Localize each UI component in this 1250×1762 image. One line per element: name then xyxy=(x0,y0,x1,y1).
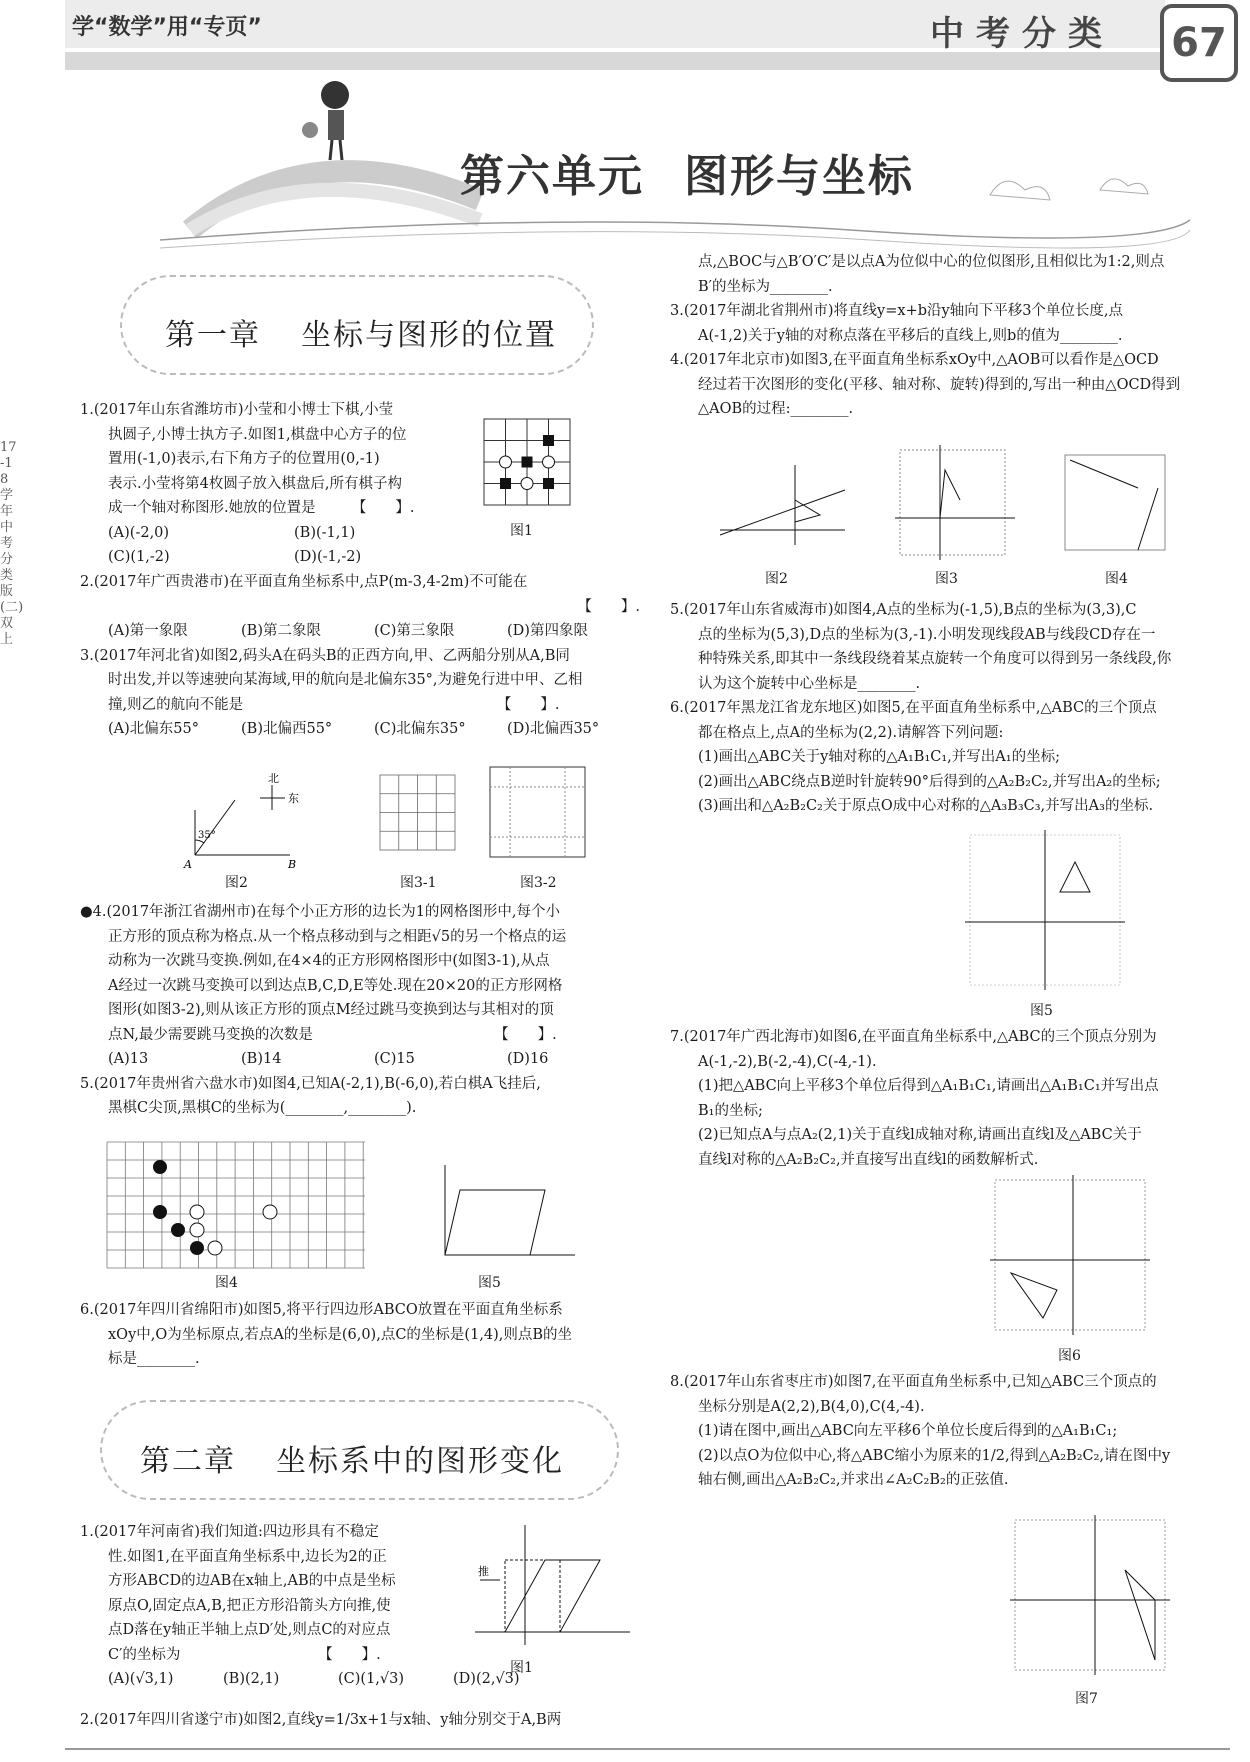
figure3-1-grid xyxy=(375,770,460,860)
text-line: △AOB的过程:________. xyxy=(698,401,854,417)
angle-label: 35° xyxy=(198,830,216,841)
chapter2-number: 第二章 xyxy=(140,1444,236,1479)
text-line: B₁的坐标; xyxy=(698,1102,763,1119)
text-line: 直线l对称的△A₂B₂C₂,并直接写出直线l的函数解析式. xyxy=(698,1151,1039,1168)
text-line: (1)画出△ABC关于y轴对称的△A₁B₁C₁,并写出A₁的坐标; xyxy=(698,749,1060,765)
text-line: 1.(2017年河南省)我们知道:四边形具有不稳定 xyxy=(80,1524,379,1540)
point-b-label: B xyxy=(288,858,297,870)
option-c: (C)(1,√3) xyxy=(338,1671,405,1687)
r-figure5-label: 图5 xyxy=(1030,1003,1053,1019)
text-line: A(-1,-2),B(-2,-4),C(-4,-1). xyxy=(698,1053,877,1070)
text-line: 6.(2017年四川省绵阳市)如图5,将平行四边形ABCO放置在平面直角坐标系 xyxy=(80,1302,563,1318)
option-b: (B)(2,1) xyxy=(223,1671,280,1687)
option-b: (B)第二象限 xyxy=(241,623,321,639)
r-figure2-label: 图2 xyxy=(765,571,788,587)
text-line: 置用(-1,0)表示,右下角方子的位置用(0,-1) xyxy=(108,451,380,467)
text-line: 图形(如图3-2),则从该正方形的顶点M经过跳马变换到达与其相对的顶 xyxy=(108,1002,554,1018)
text-line: (2)画出△ABC绕点B逆时针旋转90°后得到的△A₂B₂C₂,并写出A₂的坐标; xyxy=(698,773,1161,790)
ch2-figure1-label: 图1 xyxy=(510,1660,533,1676)
header-right-title: 中考分类 xyxy=(930,14,1114,54)
header-left-title: 学“数学”用“专页” xyxy=(72,15,262,40)
r-figure7-label: 图7 xyxy=(1075,1691,1098,1707)
unit-number: 第六单元 xyxy=(460,151,644,202)
text-line: 5.(2017年山东省威海市)如图4,A点的坐标为(-1,5),B点的坐标为(3,3),C xyxy=(670,602,1137,618)
text-line: 2.(2017年广西贵港市)在平面直角坐标系中,点P(m-3,4-2m)不可能在 xyxy=(80,574,528,590)
answer-bracket: 【 】. xyxy=(577,598,640,615)
figure1-go-board xyxy=(480,415,575,510)
text-line: 5.(2017年贵州省六盘水市)如图4,已知A(-2,1),B(-6,0),若白棋A飞挂后, xyxy=(80,1075,541,1092)
figure3-1-label: 图3-1 xyxy=(400,875,437,891)
q3-options xyxy=(80,717,640,742)
text-line: 8.(2017年山东省枣庄市)如图7,在平面直角坐标系中,已知△ABC三个顶点的 xyxy=(670,1374,1157,1390)
r-figure6-grid xyxy=(985,1175,1155,1340)
option-d: (D)(-1,-2) xyxy=(294,549,362,565)
r-figure3-grid xyxy=(890,440,1020,565)
option-b: (B)14 xyxy=(241,1051,282,1067)
text-line: 点,△BOC与△B′O′C′是以点A为位似中心的位似图形,且相似比为1:2,则点 xyxy=(698,254,1165,270)
text-line: 撞,则乙的航向不能是 【 】. xyxy=(108,696,560,713)
q1-text xyxy=(80,398,480,570)
point-a-label: A xyxy=(184,858,192,870)
side-text: 17-18学年中考分类版(二)双上 xyxy=(0,440,24,647)
text-line: 2.(2017年四川省遂宁市)如图2,直线y=1/3x+1与x轴、y轴分别交于A,B两 xyxy=(80,1712,562,1728)
right-text-top xyxy=(670,250,1230,422)
text-line: 经过若干次图形的变化(平移、轴对称、旋转)得到的,写出一种由△OCD得到 xyxy=(698,376,1181,393)
r-figure2-line xyxy=(715,460,855,550)
text-line: 6.(2017年黑龙江省龙东地区)如图5,在平面直角坐标系中,△ABC的三个顶点 xyxy=(670,700,1157,716)
r-figure7-grid xyxy=(1005,1515,1175,1680)
option-c: (C)第三象限 xyxy=(374,623,455,639)
chapter2-title xyxy=(140,1436,564,1480)
option-a: (A)(-2,0) xyxy=(108,524,170,541)
text-line: 方形ABCD的边AB在x轴上,AB的中点是坐标 xyxy=(108,1573,396,1589)
footer-line xyxy=(65,1748,1230,1750)
text-line: 认为这个旋转中心坐标是________. xyxy=(698,675,921,692)
right-text-q7 xyxy=(670,1025,1230,1172)
figure2-compass xyxy=(180,770,310,870)
option-b: (B)(-1,1) xyxy=(294,524,356,541)
right-text-q8 xyxy=(670,1370,1230,1493)
text-line: 时出发,并以等速驶向某海域,甲的航向是北偏东35°,为避免行进中甲、乙相 xyxy=(108,672,583,688)
q4-options xyxy=(80,1047,640,1072)
q6-text xyxy=(80,1298,640,1372)
text-line: 标是________. xyxy=(108,1351,200,1367)
text-line: 表示.小莹将第4枚圆子放入棋盘后,所有棋子构 xyxy=(108,475,402,492)
q1-options-row2 xyxy=(80,545,480,570)
option-d: (D)16 xyxy=(507,1051,549,1067)
text-line: B′的坐标为________. xyxy=(698,278,833,295)
figure3-2-grid xyxy=(485,762,590,862)
push-label: 推 xyxy=(478,1565,489,1578)
r-figure4-grid xyxy=(1060,450,1170,560)
figure2-label: 图2 xyxy=(225,875,248,891)
text-line: 坐标分别是A(2,2),B(4,0),C(4,-4). xyxy=(698,1398,925,1415)
ch2-q2-text xyxy=(80,1708,640,1733)
option-c: (C)北偏东35° xyxy=(374,721,466,737)
text-line: (2)以点O为位似中心,将△ABC缩小为原来的1/2,得到△A₂B₂C₂,请在图中y xyxy=(698,1447,1171,1464)
r-figure4-label: 图4 xyxy=(1105,571,1128,587)
option-d: (D)(2,√3) xyxy=(453,1671,520,1687)
option-c: (C)(1,-2) xyxy=(108,549,170,565)
option-a: (A)13 xyxy=(108,1051,149,1067)
text-line: 7.(2017年广西北海市)如图6,在平面直角坐标系中,△ABC的三个顶点分别为 xyxy=(670,1029,1157,1045)
text-line: 成一个轴对称图形.她放的位置是 【 】. xyxy=(108,500,415,516)
text-line: 动称为一次跳马变换.例如,在4×4的正方形网格图形中(如图3-1),从点 xyxy=(108,953,550,969)
right-text-mid xyxy=(670,598,1230,819)
text-line: 原点O,固定点A,B,把正方形沿箭头方向推,使 xyxy=(108,1597,391,1614)
text-line: 点D落在y轴正半轴上点D′处,则点C的对应点 xyxy=(108,1622,391,1638)
text-line: 3.(2017年湖北省荆州市)将直线y=x+b沿y轴向下平移3个单位长度,点 xyxy=(670,303,1124,319)
text-line: 种特殊关系,即其中一条线段绕着某点旋转一个角度可以得到另一条线段,你 xyxy=(698,651,1172,667)
r-figure5-grid xyxy=(960,830,1130,995)
chapter1-title xyxy=(165,310,557,354)
text-line: 4.(2017年北京市)如图3,在平面直角坐标系xOy中,△AOB可以看作是△OCD xyxy=(670,352,1159,368)
option-a: (A)(√3,1) xyxy=(108,1671,174,1687)
text-line: 正方形的顶点称为格点.从一个格点移动到与之相距√5的另一个格点的运 xyxy=(108,928,567,945)
text-line: 性.如图1,在平面直角坐标系中,边长为2的正 xyxy=(108,1548,387,1565)
text-line: 黑棋C尖顶,黑棋C的坐标为(________,________). xyxy=(108,1100,417,1116)
east-label: 东 xyxy=(288,792,299,805)
chapter1-number: 第一章 xyxy=(165,318,261,353)
page-number: 67 xyxy=(1160,4,1238,82)
option-a: (A)北偏东55° xyxy=(108,721,199,737)
text-line: xOy中,O为坐标原点,若点A的坐标是(6,0),点C的坐标是(1,4),则点B的坐 xyxy=(108,1326,573,1343)
text-line: C′的坐标为 【 】. xyxy=(108,1646,381,1663)
text-line: 都在格点上,点A的坐标为(2,2).请解答下列问题: xyxy=(698,724,1004,741)
ch2-figure1-square xyxy=(470,1520,640,1650)
figure3-2-label: 图3-2 xyxy=(520,875,557,891)
chapter1-subtitle: 坐标与图形的位置 xyxy=(301,318,557,353)
text-line: 执圆子,小博士执方子.如图1,棋盘中心方子的位 xyxy=(108,426,407,443)
r-figure6-label: 图6 xyxy=(1058,1348,1081,1364)
text-line: ●4.(2017年浙江省湖州市)在每个小正方形的边长为1的网格图形中,每个小 xyxy=(80,904,561,920)
unit-title xyxy=(460,140,914,204)
figure4-label: 图4 xyxy=(215,1275,238,1291)
text-line: 点N,最少需要跳马变换的次数是 【 】. xyxy=(108,1026,557,1043)
figure5-label: 图5 xyxy=(478,1275,501,1291)
text-line: (2)已知点A与点A₂(2,1)关于直线l成轴对称,请画出直线l及△ABC关于 xyxy=(698,1127,1142,1143)
north-label: 北 xyxy=(268,772,279,785)
q4-text xyxy=(80,900,640,1121)
text-line: 3.(2017年河北省)如图2,码头A在码头B的正西方向,甲、乙两船分别从A,B同 xyxy=(80,647,570,664)
option-d: (D)第四象限 xyxy=(507,623,588,639)
text-line: (1)请在图中,画出△ABC向左平移6个单位长度后得到的△A₁B₁C₁; xyxy=(698,1423,1118,1439)
text-line: 1.(2017年山东省潍坊市)小莹和小博士下棋,小莹 xyxy=(80,402,394,418)
q1-options-row1 xyxy=(80,521,480,546)
ch2-q1-text xyxy=(80,1520,520,1692)
q2-text xyxy=(80,570,640,742)
option-b: (B)北偏西55° xyxy=(241,721,333,737)
ch2-q1-options xyxy=(80,1667,568,1692)
text-line: 轴右侧,画出△A₂B₂C₂,并求出∠A₂C₂B₂的正弦值. xyxy=(698,1472,1009,1488)
r-figure3-label: 图3 xyxy=(935,571,958,587)
option-d: (D)北偏西35° xyxy=(507,721,600,737)
chapter2-subtitle: 坐标系中的图形变化 xyxy=(276,1444,564,1479)
figure4-go-board xyxy=(105,1140,370,1270)
option-c: (C)15 xyxy=(374,1051,415,1067)
text-line: 点的坐标为(5,3),D点的坐标为(3,-1).小明发现线段AB与线段CD存在一 xyxy=(698,626,1156,643)
figure5-parallelogram xyxy=(430,1160,580,1270)
text-line: A(-1,2)关于y轴的对称点落在平移后的直线上,则b的值为________. xyxy=(698,327,1123,344)
figure1-label: 图1 xyxy=(510,523,533,539)
option-a: (A)第一象限 xyxy=(108,623,188,639)
q2-options xyxy=(80,619,640,644)
text-line: A经过一次跳马变换可以到达点B,C,D,E等处.现在20×20的正方形网格 xyxy=(108,977,563,994)
text-line: (3)画出和△A₂B₂C₂关于原点O成中心对称的△A₃B₃C₃,并写出A₃的坐标. xyxy=(698,798,1154,814)
text-line: (1)把△ABC向上平移3个单位后得到△A₁B₁C₁,请画出△A₁B₁C₁并写出点 xyxy=(698,1078,1159,1094)
unit-topic: 图形与坐标 xyxy=(684,151,914,202)
